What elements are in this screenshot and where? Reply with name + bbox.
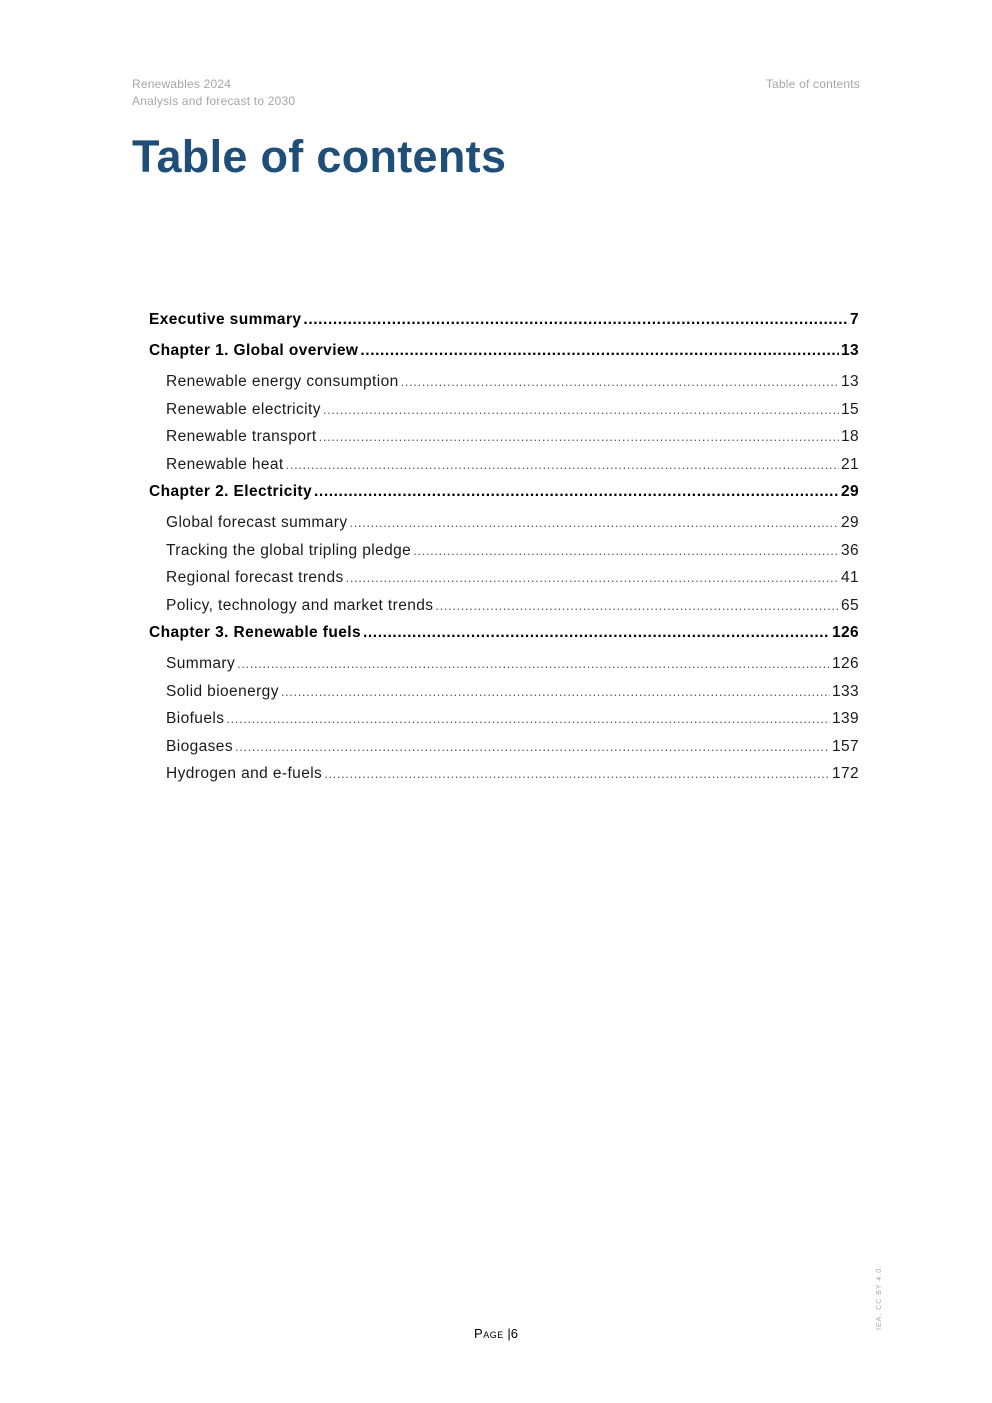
toc-dot-leader bbox=[360, 337, 839, 365]
toc-dot-leader bbox=[281, 678, 830, 705]
toc-entry-page: 126 bbox=[831, 624, 859, 641]
toc-dot-leader bbox=[235, 733, 830, 760]
toc-section-entry[interactable] bbox=[149, 678, 859, 706]
toc-section-entry[interactable] bbox=[149, 423, 859, 451]
page-footer bbox=[0, 1326, 992, 1341]
toc-entry-label: Solid bioenergy bbox=[166, 682, 279, 700]
toc-entry-label: Chapter 2. Electricity bbox=[149, 483, 312, 500]
page-number: 6 bbox=[510, 1326, 518, 1341]
toc-section-entry[interactable] bbox=[149, 705, 859, 733]
toc-section-entry[interactable] bbox=[149, 760, 859, 788]
toc-entry-label: Renewable transport bbox=[166, 428, 317, 445]
toc-section-entry[interactable] bbox=[149, 451, 859, 479]
toc-dot-leader bbox=[303, 306, 848, 334]
toc-section-entry[interactable] bbox=[149, 592, 859, 620]
report-title: Renewables 2024 bbox=[132, 77, 232, 91]
toc-entry-page: 36 bbox=[840, 541, 859, 559]
toc-entry-label: Policy, technology and market trends bbox=[166, 596, 434, 614]
toc-dot-leader bbox=[413, 537, 839, 564]
toc-entry-page: 7 bbox=[849, 311, 859, 328]
toc-entry-page: 15 bbox=[840, 400, 859, 418]
report-subtitle: Analysis and forecast to 2030 bbox=[132, 94, 296, 108]
toc-entry-page: 126 bbox=[831, 655, 859, 672]
toc-entry-page: 29 bbox=[840, 514, 859, 531]
toc-entry-label: Summary bbox=[166, 655, 236, 672]
toc-entry-label: Regional forecast trends bbox=[166, 569, 344, 586]
toc-entry-page: 18 bbox=[840, 428, 859, 445]
toc-entry-page: 41 bbox=[840, 569, 859, 586]
toc-chapter-entry[interactable] bbox=[149, 337, 859, 368]
toc-entry-page: 133 bbox=[831, 682, 859, 700]
toc-entry-label: Renewable electricity bbox=[166, 400, 321, 418]
toc-entry-page: 65 bbox=[840, 596, 859, 614]
toc-section-entry[interactable] bbox=[149, 509, 859, 537]
toc-dot-leader bbox=[314, 478, 839, 506]
toc-dot-leader bbox=[323, 396, 839, 423]
license-notice: IEA. CC BY 4.0. bbox=[876, 1264, 883, 1330]
toc-section-entry[interactable] bbox=[149, 733, 859, 761]
toc-dot-leader bbox=[324, 760, 830, 787]
toc-dot-leader bbox=[363, 619, 830, 647]
toc-entry-label: Biogases bbox=[166, 737, 233, 755]
toc-dot-leader bbox=[349, 509, 838, 536]
toc-entry-page: 172 bbox=[831, 765, 859, 782]
toc-entry-label: Renewable energy consumption bbox=[166, 373, 399, 390]
toc-section-entry[interactable] bbox=[149, 368, 859, 396]
toc-dot-leader bbox=[286, 451, 839, 478]
toc-entry-label: Chapter 1. Global overview bbox=[149, 342, 359, 359]
toc-entry-page: 157 bbox=[831, 737, 859, 755]
toc-section-entry[interactable] bbox=[149, 650, 859, 678]
toc-dot-leader bbox=[319, 423, 839, 450]
toc-entry-label: Executive summary bbox=[149, 311, 302, 328]
page-title: Table of contents bbox=[132, 131, 507, 182]
section-name: Table of contents bbox=[765, 77, 860, 91]
toc-dot-leader bbox=[226, 705, 830, 732]
toc-dot-leader bbox=[435, 592, 839, 619]
toc-section-entry[interactable] bbox=[149, 396, 859, 424]
toc-entry-label: Biofuels bbox=[166, 710, 225, 727]
toc-section-entry[interactable] bbox=[149, 564, 859, 592]
toc-entry-label: Hydrogen and e-fuels bbox=[166, 765, 323, 782]
toc-entry-label: Tracking the global tripling pledge bbox=[166, 541, 412, 559]
page-separator: | bbox=[507, 1326, 511, 1341]
toc-entry-page: 139 bbox=[831, 710, 859, 727]
toc-section-entry[interactable] bbox=[149, 537, 859, 565]
toc-dot-leader bbox=[401, 368, 839, 395]
toc-chapter-entry[interactable] bbox=[149, 619, 859, 650]
toc-entry-label: Global forecast summary bbox=[166, 514, 348, 531]
table-of-contents bbox=[149, 306, 859, 788]
toc-entry-label: Renewable heat bbox=[166, 455, 284, 473]
report-identity bbox=[132, 76, 295, 110]
toc-dot-leader bbox=[237, 650, 830, 677]
toc-entry-page: 13 bbox=[840, 342, 859, 359]
toc-entry-page: 29 bbox=[840, 483, 859, 500]
toc-entry-label: Chapter 3. Renewable fuels bbox=[149, 624, 361, 641]
toc-dot-leader bbox=[346, 564, 839, 591]
page-label: Page bbox=[474, 1326, 504, 1341]
toc-entry-page: 13 bbox=[840, 373, 859, 390]
toc-chapter-entry[interactable] bbox=[149, 478, 859, 509]
toc-entry-page: 21 bbox=[840, 455, 859, 473]
toc-chapter-entry[interactable] bbox=[149, 306, 859, 337]
